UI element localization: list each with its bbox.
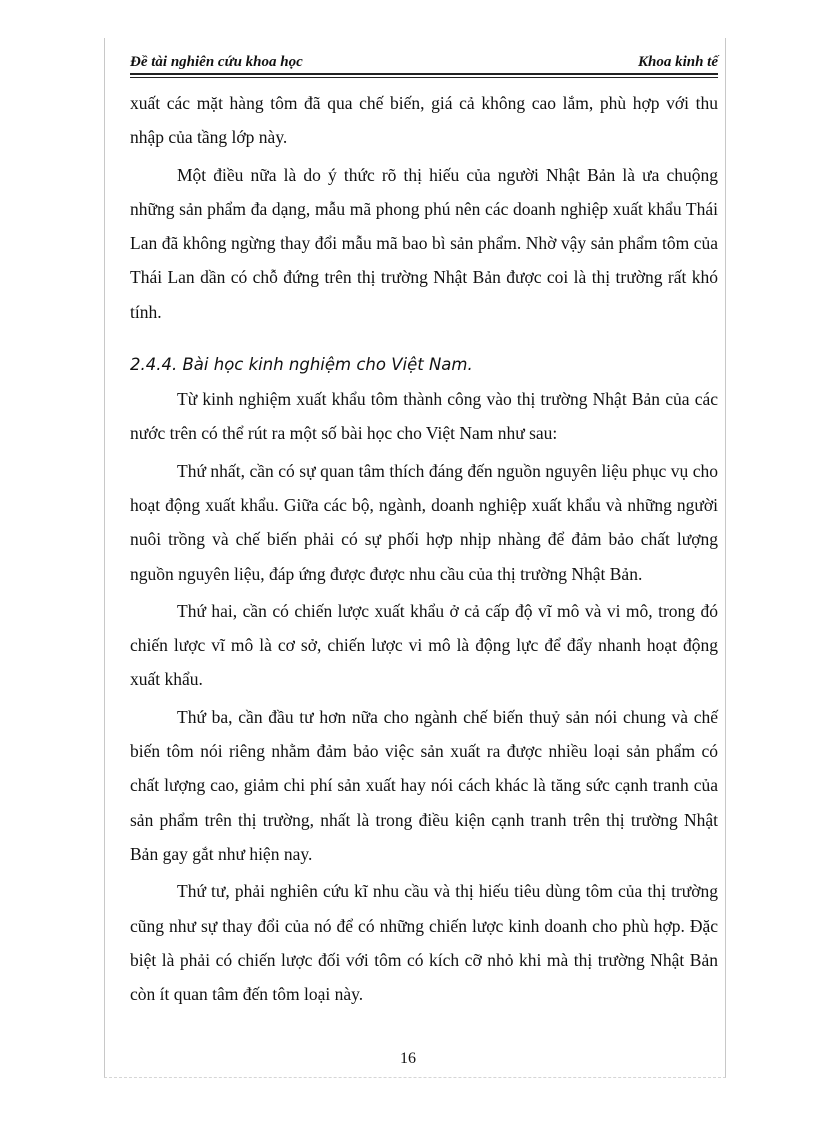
document-body (130, 86, 718, 1011)
header-left-title: Đề tài nghiên cứu khoa học (130, 54, 303, 70)
header-right-title: Khoa kinh tế (637, 54, 718, 70)
paragraph-thailand-packaging: Một điều nữa là do ý thức rõ thị hiếu của người Nhật Bản là ưa chuộng những sản phẩm đa dạng, mẫu mã phong phú nên các doanh nghiệp xuất khẩu Thái Lan đã không ngừng thay đổi mẫu mã bao bì sản phẩm. Nhờ vậy sản phẩm tôm của Thái Lan dần có chỗ đứng trên thị trường Nhật Bản được coi là thị trường rất khó tính. (130, 164, 718, 322)
section-heading: 2.4.4. Bài học kinh nghiệm cho Việt Nam. (130, 355, 473, 375)
paragraph-lesson-second: Thứ hai, cần có chiến lược xuất khẩu ở cả cấp độ vĩ mô và vi mô, trong đó chiến lược vĩ mô là cơ sở, chiến lược vi mô là động lực để đẩy nhanh hoạt động xuất khẩu. (130, 600, 718, 690)
header-rule-thin (130, 77, 718, 78)
page-number: 16 (400, 1050, 416, 1067)
paragraph-lessons-intro: Từ kinh nghiệm xuất khẩu tôm thành công vào thị trường Nhật Bản của các nước trên có thể rút ra một số bài học cho Việt Nam như sau: (130, 389, 718, 444)
page-header (130, 49, 718, 71)
paragraph-lesson-first: Thứ nhất, cần có sự quan tâm thích đáng đến nguồn nguyên liệu phục vụ cho hoạt động xuất khẩu. Giữa các bộ, ngành, doanh nghiệp xuất khẩu và những người nuôi trồng và chế biến phải có sự phối hợp nhịp nhàng để đảm bảo chất lượng nguồn nguyên liệu, đáp ứng được được nhu cầu của thị trường Nhật Bản. (130, 460, 718, 584)
header-rule-thick (130, 73, 718, 75)
paragraph-lesson-fourth: Thứ tư, phải nghiên cứu kĩ nhu cầu và thị hiếu tiêu dùng tôm của thị trường cũng như sự thay đổi của nó để có những chiến lược kinh doanh cho phù hợp. Đặc biệt là phải có chiến lược đối với tôm có kích cỡ nhỏ khi mà thị trường Nhật Bản còn ít quan tâm đến tôm loại này. (130, 881, 718, 1005)
paragraph-lesson-third: Thứ ba, cần đầu tư hơn nữa cho ngành chế biến thuỷ sản nói chung và chế biến tôm nói riêng nhằm đảm bảo việc sản xuất ra được nhiều loại sản phẩm có chất lượng cao, giảm chi phí sản xuất hay nói cách khác là tăng sức cạnh tranh của sản phẩm trên thị trường, nhất là trong điều kiện cạnh tranh trên thị trường Nhật Bản gay gắt như hiện nay. (130, 706, 718, 864)
paragraph-continuation: xuất các mặt hàng tôm đã qua chế biến, giá cả không cao lắm, phù hợp với thu nhập của tầng lớp này. (130, 93, 718, 148)
